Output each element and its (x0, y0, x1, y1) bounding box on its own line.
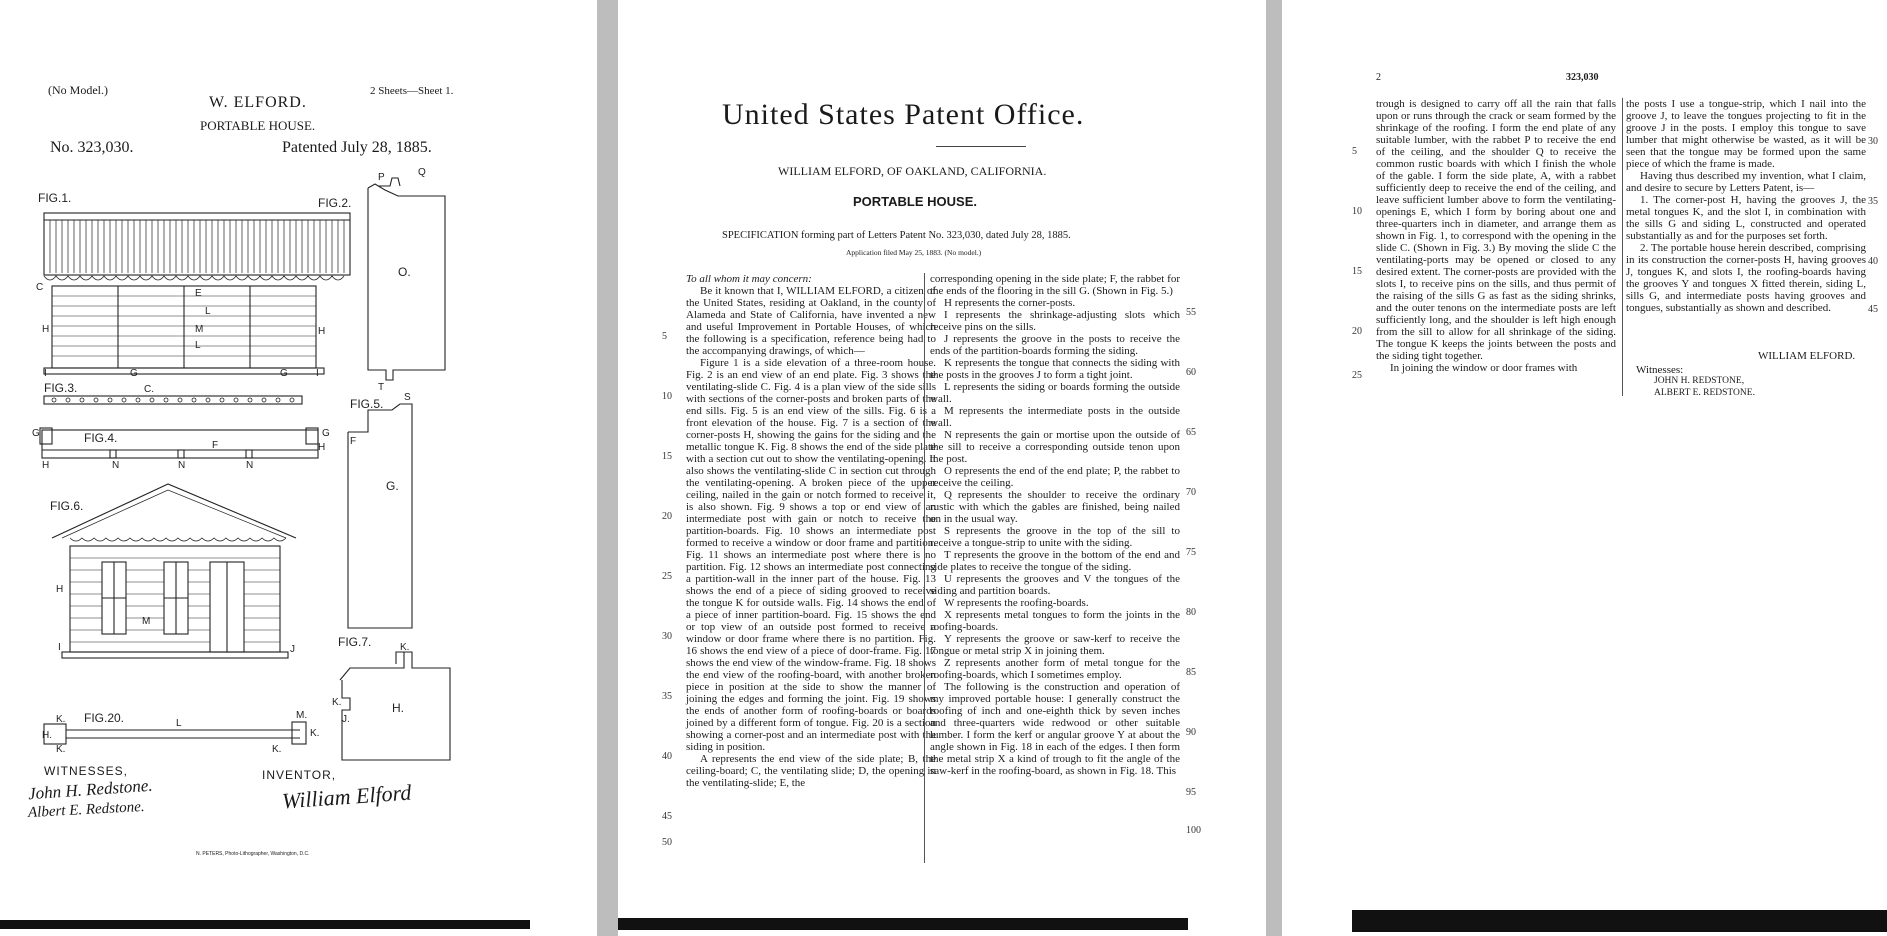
page2-right-column (1626, 98, 1866, 314)
svg-text:F: F (212, 440, 219, 451)
svg-text:L: L (205, 306, 211, 317)
fig-2-label: FIG.2. (318, 196, 352, 210)
svg-text:C: C (36, 282, 44, 293)
page2-witnesses-label: Witnesses: (1636, 364, 1684, 376)
svg-text:I: I (44, 368, 47, 379)
patent-office-heading: United States Patent Office. (722, 98, 1085, 131)
svg-text:O.: O. (398, 265, 411, 279)
spec-left-column (686, 273, 936, 789)
svg-text:K.: K. (332, 697, 342, 708)
fig-4-label: FIG.4. (84, 431, 118, 445)
heading-rule (936, 146, 1026, 147)
spec-paragraph: U represents the grooves and V the tongues of the siding and partition boards. (930, 573, 1180, 597)
spec-paragraph: Having thus described my invention, what I claim, and desire to secure by Letters Patent, is— (1626, 170, 1866, 194)
column-divider (924, 273, 925, 863)
svg-text:H.: H. (392, 701, 404, 715)
no-model-note: (No Model.) (48, 83, 108, 97)
spec-paragraph: Z represents another form of metal tongue for the roofing-boards, which I sometimes employ. (930, 657, 1180, 681)
svg-text:N: N (112, 460, 120, 471)
column-divider (1622, 98, 1623, 396)
svg-text:H: H (42, 324, 50, 335)
fig-3-ventilating-slide (44, 381, 302, 404)
fig-5-sill-end (348, 392, 412, 628)
svg-text:F: F (350, 436, 357, 447)
specification-page-2 (1282, 0, 1887, 936)
spec-paragraph: The following is the construction and operation of my improved portable house: I generally construct the roofing of inch and one-eighth thick by seven inches and three-quarters wide redwood or other suitable lumber. I form the kerf or angular groove Y at about the angle shown in Fig. 18 in each of the edges. I then form the metal strip X a kind of trough to fit the angle of the saw-kerf in the roofing-board, as shown in Fig. 18. This (930, 681, 1180, 777)
spec-paragraph: W represents the roofing-boards. (944, 597, 1089, 609)
svg-text:H: H (318, 442, 326, 453)
svg-text:S: S (404, 392, 411, 403)
fig-3-label: FIG.3. (44, 381, 78, 395)
spec-paragraph: M represents the intermediate posts in the outside wall. (930, 405, 1180, 429)
svg-text:M: M (195, 324, 204, 335)
fig-1-label: FIG.1. (38, 191, 72, 205)
page-patent-number: 323,030 (1566, 72, 1599, 83)
spec-paragraph: N represents the gain or mortise upon the outside of the sill to receive a corresponding outside tenon upon the post. (930, 429, 1180, 465)
witness-1-signature: John H. Redstone. (27, 775, 154, 804)
filing-note: Application filed May 25, 1883. (No model.) (846, 248, 982, 257)
spec-middle-column (930, 273, 1180, 777)
svg-text:J.: J. (342, 714, 350, 725)
svg-text:L: L (195, 340, 201, 351)
spec-paragraph: Q represents the shoulder to receive the ordinary rustic with which the gables are finished, being nailed on in the usual way. (930, 489, 1180, 525)
spec-inventor-line: WILLIAM ELFORD, OF OAKLAND, CALIFORNIA. (778, 164, 1047, 178)
svg-text:P: P (378, 172, 385, 183)
spec-paragraph: the posts I use a tongue-strip, which I nail into the groove J, to leave the tongues projecting to fit in the groove J in the posts. I employ this tongue to save lumber that might otherwise be wasted, as it will be seen that the tongue may be formed upon the same piece of which the frame is made. (1626, 98, 1866, 170)
svg-text:K.: K. (272, 744, 282, 755)
fig-20-post-section (42, 710, 319, 755)
sheet-title: PORTABLE HOUSE. (200, 118, 316, 133)
svg-text:G: G (32, 428, 40, 439)
spec-paragraph: In joining the window or door frames with (1390, 362, 1578, 374)
fig-20-label: FIG.20. (84, 711, 125, 725)
svg-text:K.: K. (56, 714, 66, 725)
page2-right-line-numbers: 30 35 40 45 (1868, 136, 1878, 315)
page-gutter (1266, 0, 1282, 936)
svg-text:G: G (130, 368, 138, 379)
fig-1-side-elevation (36, 191, 350, 379)
spec-paragraph: H represents the corner-posts. (944, 297, 1076, 309)
spec-title: PORTABLE HOUSE. (853, 194, 977, 209)
sheet-patented-date: Patented July 28, 1885. (282, 139, 432, 156)
page2-left-column (1376, 98, 1616, 374)
printer-note: N. PETERS, Photo-Lithographer, Washington, D.C. (196, 851, 310, 857)
spec-paragraph: Be it known that I, WILLIAM ELFORD, a citizen of the United States, residing at Oakland, in the county of Alameda and State of California, have invented a new and useful Improvement in Portable Houses, of which the following is a specification, reference being had to the accompanying drawings, of which— (686, 285, 936, 357)
page2-witness-2: ALBERT E. REDSTONE. (1654, 388, 1755, 398)
svg-text:Q: Q (418, 167, 426, 178)
middle-line-numbers: 55 60 65 70 75 80 85 90 95 100 (1186, 307, 1201, 836)
inventor-label: INVENTOR, (262, 768, 337, 782)
left-line-numbers: 5 10 15 20 25 30 35 40 45 50 (662, 331, 672, 848)
scan-edge (0, 920, 530, 929)
drawing-sheet-page (0, 0, 597, 936)
claim-1: 1. The corner-post H, having the grooves J, the metal tongues K, and the slot I, in combination with the sills G and siding L, constructed and operated substantially as and for the purposes set forth. (1626, 194, 1866, 242)
spec-paragraph: Y represents the groove or saw-kerf to receive the tongue or metal strip X in joining them. (930, 633, 1180, 657)
svg-text:L: L (176, 718, 182, 729)
fig-7-corner-post (332, 635, 450, 760)
svg-text:H: H (56, 584, 64, 595)
spec-paragraph: corresponding opening in the side plate; F, the rabbet for the ends of the flooring in the sill G. (Shown in Fig. 5.) (930, 273, 1180, 297)
spec-paragraph: J represents the groove in the posts to receive the ends of the partition-boards forming the siding. (930, 333, 1180, 357)
svg-text:G: G (280, 368, 288, 379)
svg-text:C.: C. (144, 384, 154, 395)
svg-text:N: N (178, 460, 186, 471)
svg-text:G.: G. (386, 479, 399, 493)
svg-text:J: J (290, 644, 295, 655)
svg-text:M: M (142, 616, 151, 627)
svg-text:K.: K. (56, 744, 66, 755)
spec-paragraph: O represents the end of the end plate; P, the rabbet to receive the ceiling. (930, 465, 1180, 489)
page-gutter (597, 0, 618, 936)
svg-text:H: H (42, 460, 50, 471)
fig-6-label: FIG.6. (50, 499, 84, 513)
spec-paragraph: T represents the groove in the bottom of the end and side plates to receive the tongue of the siding. (930, 549, 1180, 573)
svg-text:T: T (378, 382, 385, 393)
spec-paragraph: trough is designed to carry off all the rain that falls upon or runs through the crack or seam formed by the shrinkage of the roofing. I form the end plate of any suitable lumber, with the rabbet P to receive the end of the ceiling, and the shoulder Q to receive the common rustic boards with which I finish the whole of the gable. I form the side plate, A, with a rabbet sufficiently deep to receive the end of the ceiling, and leave sufficient lumber above to form the ventilating-openings E, which I form by boring about one and three-quarters inch in diameter, and arrange them as shown in Fig. 1, to correspond with the opening in the slide C. (Shown in Fig. 3.) By moving the slide C the ventilating-ports may be opened or closed to any desired extent. The corner-posts are provided with the slots I, to receive pins on the sills, and thus permit of the raising of the sills G as fast as the siding shrinks, and the outer tenons on the intermediate posts are left sufficiently long, and the shoulder is left high enough from the sill to allow for all shrinkage of the siding. The tongue K keeps the joints between the posts and the siding tight together. (1376, 98, 1616, 362)
page2-witness-1: JOHN H. REDSTONE, (1654, 376, 1745, 386)
sheet-patent-no: No. 323,030. (50, 139, 134, 156)
spec-paragraph: Figure 1 is a side elevation of a three-room house. Fig. 2 is an end view of an end plate. Fig. 3 shows the ventilating-slide C. Fig. 4 is a plan view of the side sills with sections of the corner-posts and broken parts of the end sills. Fig. 5 is an end view of the sills. Fig. 6 is a front elevation of the house. Fig. 7 is a section of the corner-posts H, showing the gains for the siding and the metallic tongue K. Fig. 8 shows the end of the side plate with a section cut out to show the ventilating-opening. It also shows the ventilating-slide C in section cut through the ventilating-opening. A broken piece of the upper ceiling, nailed in the gain or notch formed to receive it, is also shown. Fig. 9 shows a top or end view of an intermediate post with gain or notch to receive the partition-boards. Fig. 10 shows an intermediate post formed to receive a window or door frame and partition. Fig. 11 shows an intermediate post where there is no partition. Fig. 12 shows an intermediate post connecting a partition-wall in the inner part of the house. Fig. 13 shows the end of a piece of siding grooved to receive the tongue K for outside walls. Fig. 14 shows the end of a piece of inner partition-board. Fig. 15 shows the end or top view of an outside post formed to receive a window or door frame where there is no partition. Fig. 16 shows the end view of a piece of door-frame. Fig. 17 shows the end view of the window-frame. Fig. 18 shows the end view of the roofing-board, with another broken piece in position at the side to show the manner of joining the edges and forming the joint. Fig. 19 shows the ends of another form of roofing-boards or boards joined by a different form of tongue. Fig. 20 is a section showing a corner-post and an intermediate post with the siding in position. (686, 357, 936, 753)
page-number: 2 (1376, 72, 1381, 83)
specification-page (618, 0, 1266, 936)
spec-paragraph: K represents the tongue that connects the siding with the posts in the grooves J to form a tight joint. (930, 357, 1180, 381)
fig-4-sills-plan (32, 428, 330, 471)
svg-text:H: H (318, 326, 326, 337)
svg-text:K.: K. (310, 728, 320, 739)
fig-5-label: FIG.5. (350, 397, 384, 411)
svg-text:M.: M. (296, 710, 308, 721)
page2-left-line-numbers: 5 10 15 20 25 (1352, 146, 1362, 381)
svg-text:G: G (322, 428, 330, 439)
fig-6-front-elevation (50, 484, 296, 658)
spec-paragraph: X represents metal tongues to form the joints in the roofing-boards. (930, 609, 1180, 633)
sheet-inventor-name: W. ELFORD. (209, 94, 307, 111)
spec-line: SPECIFICATION forming part of Letters Patent No. 323,030, dated July 28, 1885. (722, 230, 1071, 241)
claim-2: 2. The portable house herein described, comprising in its construction the corner-posts H, having grooves J, tongues K, and slots I, the roofing-boards having the grooves Y and tongues X fitted therein, siding L, sills G, and intermediate posts having grooves and tongues, substantially as shown and described. (1626, 242, 1866, 314)
svg-text:I: I (58, 642, 61, 653)
page2-signature: WILLIAM ELFORD. (1758, 350, 1856, 362)
sheets-note: 2 Sheets—Sheet 1. (370, 85, 454, 97)
spec-paragraph: L represents the siding or boards forming the outside wall. (930, 381, 1180, 405)
scan-edge (618, 918, 1188, 930)
spec-paragraph: I represents the shrinkage-adjusting slots which receive pins on the sills. (930, 309, 1180, 333)
svg-text:K.: K. (400, 642, 410, 653)
svg-text:I: I (316, 368, 319, 379)
scan-edge (1352, 910, 1887, 932)
witnesses-label: WITNESSES, (44, 764, 129, 778)
svg-text:E: E (195, 288, 202, 299)
fig-7-label: FIG.7. (338, 635, 372, 649)
spec-paragraph: A represents the end view of the side plate; B, the ceiling-board; C, the ventilating slide; D, the opening in the ventilating-slide; E, the (686, 753, 936, 789)
svg-text:H.: H. (42, 730, 52, 741)
salutation: To all whom it may concern: (686, 273, 812, 285)
svg-text:N: N (246, 460, 254, 471)
witness-2-signature: Albert E. Redstone. (27, 798, 145, 822)
inventor-signature: William Elford (281, 779, 413, 814)
spec-paragraph: S represents the groove in the top of the sill to receive a tongue-strip to unite with the siding. (930, 525, 1180, 549)
